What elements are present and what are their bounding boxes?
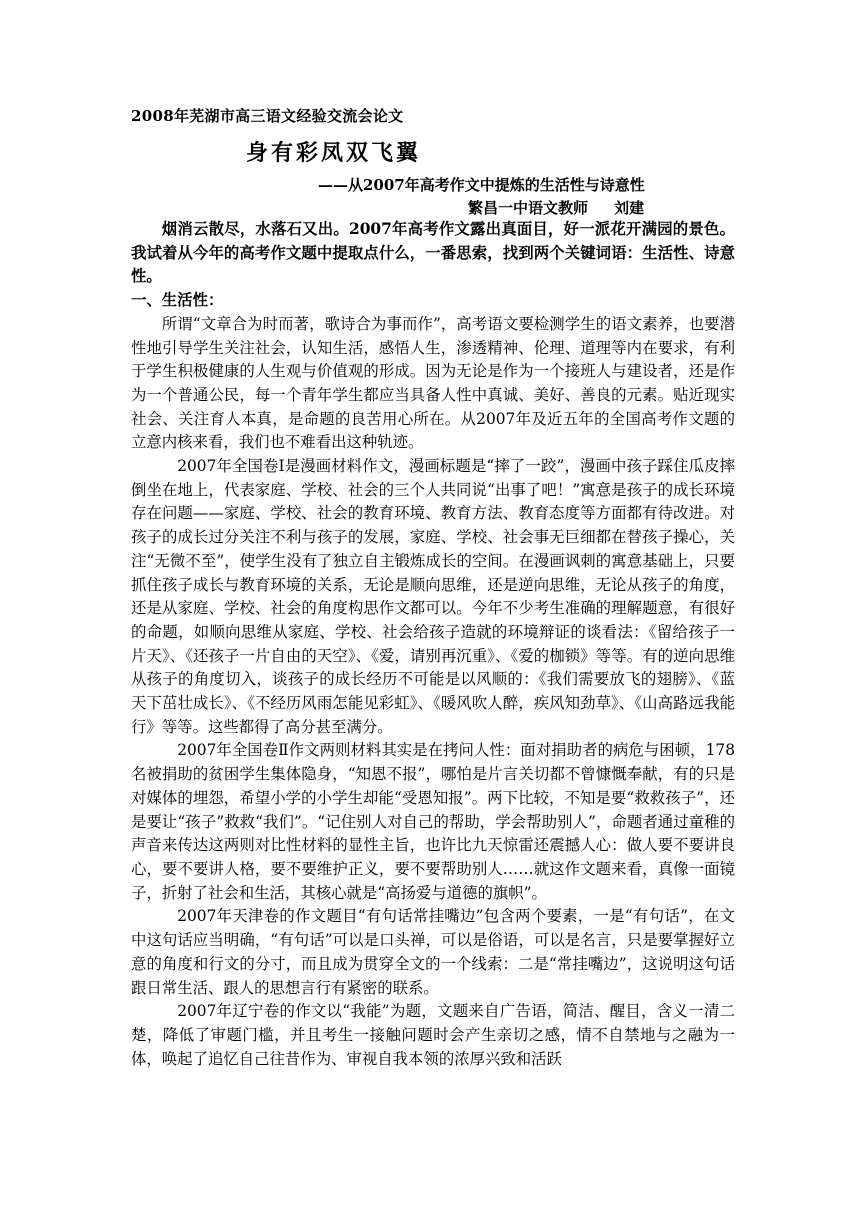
essay-subtitle: ——从2007年高考作文中提炼的生活性与诗意性 (318, 176, 645, 194)
body-paragraph: 2007年天津卷的作文题目“有句话常挂嘴边”包含两个要素，一是“有句话”，在文中这句话应当明确，“有句话”可以是口头禅，可以是俗语，可以是名言，只是要掌握好立意的角度和行文的分寸，而且成为贯穿全文的一个线索：二是“常挂嘴边”，这说明这句话跟日常生活、跟人的思想言行有紧密的联系。 (131, 907, 735, 997)
essay-title: 身有彩凤双飞翼 (246, 140, 422, 166)
author-line: 繁昌一中语文教师 刘建 (468, 199, 645, 217)
body-paragraph: 2007年全国卷Ⅰ是漫画材料作文，漫画标题是“摔了一跤”，漫画中孩子踩住瓜皮摔倒坐在地上，代表家庭、学校、社会的三个人共同说“出事了吧！”寓意是孩子的成长环境存在问题——家庭、学校、社会的教育环境、教育方法、教育态度等方面都有待改进。对孩子的成长过分关注不利与孩子的发展，家庭、学校、社会事无巨细都在替孩子操心，关注“无微不至”，使学生没有了独立自主锻炼成长的空间。在漫画讽刺的寓意基础上，只要抓住孩子成长与教育环境的关系，无论是顺向思维，还是逆向思维，无论从孩子的角度，还是从家庭、学校、社会的角度构思作文都可以。今年不少考生准确的理解题意，有很好的命题，如顺向思维从家庭、学校、社会给孩子造就的环境辩证的谈看法：《留给孩子一片天》、《还孩子一片自由的天空》、《爱，请别再沉重》、《爱的枷锁》等等。有的逆向思维从孩子的角度切入，谈孩子的成长经历不可能是以风顺的：《我们需要放飞的翅膀》、《蓝天下茁壮成长》、《不经历风雨怎能见彩虹》、《暖风吹人醉，疾风知劲草》、《山高路远我能行》等等。这些都得了高分甚至满分。 (131, 457, 735, 736)
essay-body (131, 218, 735, 1071)
body-paragraph: 2007年全国卷Ⅱ作文两则材料其实是在拷问人性：面对捐助者的病危与困顿，178名被捐助的贫困学生集体隐身，“知恩不报”，哪怕是片言关切都不曾慷慨奉献，有的只是对媒体的埋怨，希望小学的小学生却能“受恩知报”。两下比较，不知是要“救救孩子”，还是要让“孩子”救救“我们”。“记住别人对自己的帮助，学会帮助别人”，命题者通过童稚的声音来传达这两则对比性材料的显性主旨，也许比九天惊雷还震撼人心：做人要不要讲良心，要不要讲人格，要不要维护正义，要不要帮助别人……就这作文题来看，真像一面镜子，折射了社会和生活，其核心就是“高扬爱与道德的旗帜”。 (131, 741, 735, 902)
section-heading: 一、生活性： (131, 291, 224, 310)
conference-header: 2008年芜湖市高三语文经验交流会论文 (131, 107, 404, 125)
body-paragraph: 所谓“文章合为时而著，歌诗合为事而作”，高考语文要检测学生的语文素养，也要潜性地引导学生关注社会，认知生活，感悟人生，渗透精神、伦理、道理等内在要求，有利于学生积极健康的人生观与价值观的形成。因为无论是作为一个接班人与建设者，还是作为一个普通公民，每一个青年学生都应当具备人性中真诚、美好、善良的元素。贴近现实社会、关注育人本真，是命题的良苦用心所在。从2007年及近五年的全国高考作文题的立意内核来看，我们也不难看出这种轨迹。 (131, 314, 735, 452)
intro-paragraph: 烟消云散尽，水落石又出。2007年高考作文露出真面目，好一派花开满园的景色。我试着从今年的高考作文题中提取点什么，一番思索，找到两个关键词语：生活性、诗意性。 (131, 220, 735, 286)
body-paragraph: 2007年辽宁卷的作文以“我能”为题，文题来自广告语，简洁、醒目，含义一清二楚，降低了审题门槛，并且考生一接触问题时会产生亲切之感，情不自禁地与之融为一体，唤起了追忆自己往昔作为、审视自我本领的浓厚兴致和活跃 (131, 1002, 735, 1068)
